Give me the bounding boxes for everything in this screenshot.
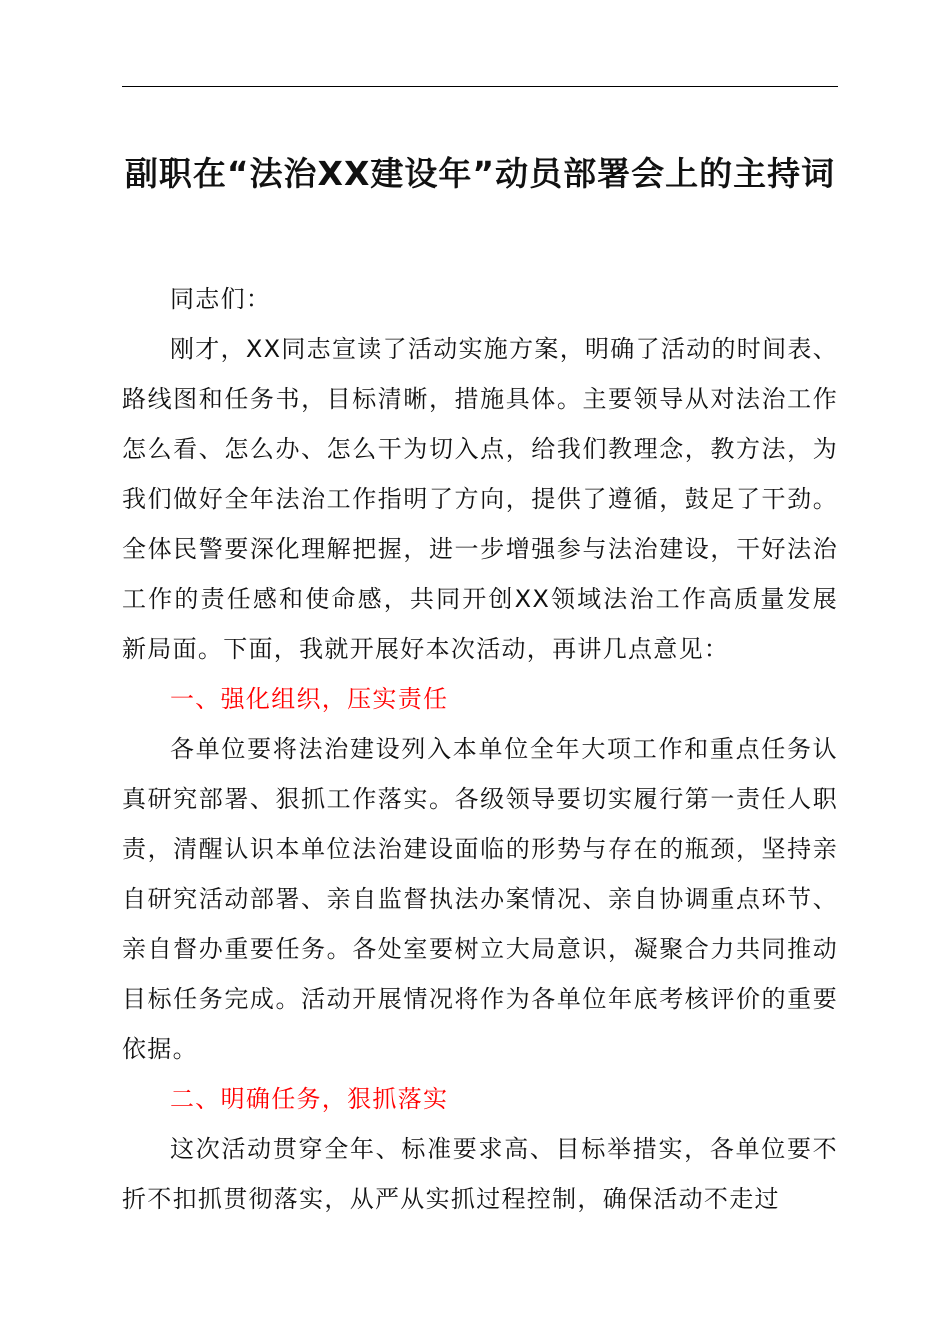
intro-paragraph: 刚才，XX同志宣读了活动实施方案，明确了活动的时间表、路线图和任务书，目标清晰，措施具体。主要领导从对法治工作怎么看、怎么办、怎么干为切入点，给我们教理念，教方法，为我们做好全年法治工作指明了方向，提供了遵循，鼓足了干劲。全体民警要深化理解把握，进一步增强参与法治建设，干好法治工作的责任感和使命感，共同开创XX领域法治工作高质量发展新局面。下面，我就开展好本次活动，再讲几点意见：: [122, 335, 838, 663]
section-heading-1: 一、强化组织，压实责任: [170, 685, 449, 713]
document-title: 副职在“法治XX建设年”动员部署会上的主持词: [124, 154, 836, 193]
section-heading-2: 二、明确任务，狠抓落实: [170, 1085, 449, 1113]
salutation-paragraph: 同志们：: [170, 285, 272, 313]
header-rule: [122, 86, 838, 87]
section-2-paragraph: 这次活动贯穿全年、标准要求高、目标举措实，各单位要不折不扣抓贯彻落实，从严从实抓过程控制，确保活动不走过: [122, 1135, 838, 1213]
document-body: [122, 274, 838, 1224]
section-1-paragraph: 各单位要将法治建设列入本单位全年大项工作和重点任务认真研究部署、狠抓工作落实。各级领导要切实履行第一责任人职责，清醒认识本单位法治建设面临的形势与存在的瓶颈，坚持亲自研究活动部署、亲自监督执法办案情况、亲自协调重点环节、亲自督办重要任务。各处室要树立大局意识，凝聚合力共同推动目标任务完成。活动开展情况将作为各单位年底考核评价的重要依据。: [122, 735, 838, 1063]
